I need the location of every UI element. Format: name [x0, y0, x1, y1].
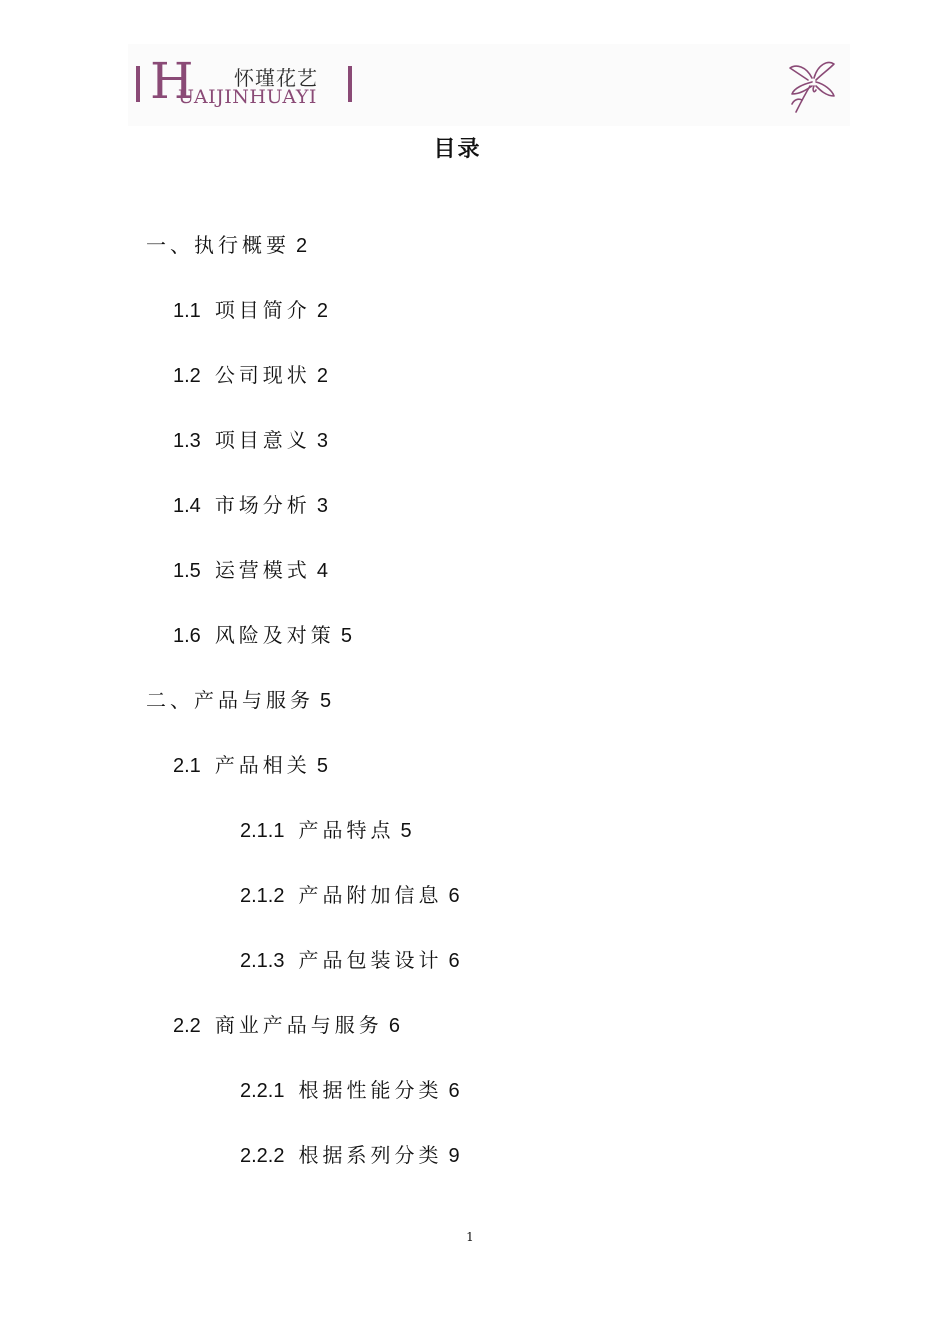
logo-chinese-name: 怀瑾花艺 [234, 66, 318, 90]
toc-entry-page: 2 [296, 235, 308, 257]
toc-entry-label: 市场分析 [214, 493, 311, 517]
page-number: 1 [466, 1230, 474, 1244]
toc-entry-number: 2.1 [173, 755, 201, 777]
toc-entry-number: 2.1.2 [240, 885, 285, 907]
toc-entry-label: 根据系列分类 [298, 1143, 443, 1167]
toc-entry-number: 1.3 [173, 430, 201, 452]
toc-entry-label: 一、执行概要 [146, 233, 290, 257]
toc-entry-label: 产品附加信息 [298, 883, 443, 907]
orchid-flower-icon [784, 56, 840, 114]
toc-entry-label: 产品特点 [298, 818, 395, 842]
toc-entry-number: 2.2 [173, 1015, 201, 1037]
toc-entry-number: 2.2.2 [240, 1145, 285, 1167]
toc-entry-label: 产品包装设计 [298, 948, 443, 972]
toc-entry-label: 产品相关 [214, 753, 311, 777]
toc-entry-number: 1.1 [173, 300, 201, 322]
brand-logo [136, 52, 356, 110]
toc-entry-label: 二、产品与服务 [146, 688, 314, 712]
toc-entry-page: 5 [316, 755, 328, 777]
toc-entry-number: 2.2.1 [240, 1080, 285, 1102]
toc-entry-page: 4 [316, 560, 328, 582]
toc-entry-label: 项目简介 [214, 298, 311, 322]
toc-entry-label: 运营模式 [214, 558, 311, 582]
toc-entry-page: 5 [320, 690, 332, 712]
toc-entry-page: 6 [388, 1015, 400, 1037]
toc-entry-number: 1.6 [173, 625, 201, 647]
toc-entry-page: 9 [448, 1145, 460, 1167]
toc-entry-page: 3 [316, 430, 328, 452]
toc-entry-number: 1.2 [173, 365, 201, 387]
toc-entry-number: 1.4 [173, 495, 201, 517]
logo-bar-left [136, 66, 140, 102]
toc-entry-number: 1.5 [173, 560, 201, 582]
toc-entry-page: 5 [400, 820, 412, 842]
toc-entry-label: 风险及对策 [214, 623, 335, 647]
logo-letter: H [150, 52, 194, 110]
toc-entry-page: 5 [340, 625, 352, 647]
logo-bar-right [348, 66, 352, 102]
toc-entry-page: 2 [316, 365, 328, 387]
toc-entry-label: 公司现状 [214, 363, 311, 387]
toc-entry-page: 2 [316, 300, 328, 322]
toc-entry-label: 根据性能分类 [298, 1078, 443, 1102]
toc-entry-number: 2.1.1 [240, 820, 285, 842]
toc-entry-number: 2.1.3 [240, 950, 285, 972]
toc-entry-label: 商业产品与服务 [214, 1013, 383, 1037]
page-title: 目录 [433, 137, 482, 162]
toc-entry-page: 6 [448, 885, 460, 907]
logo-english-name: UAIJINHUAYI [178, 86, 317, 108]
toc-entry-label: 项目意义 [214, 428, 311, 452]
toc-entry-page: 6 [448, 1080, 460, 1102]
toc-entry-page: 6 [448, 950, 460, 972]
toc-entry-page: 3 [316, 495, 328, 517]
